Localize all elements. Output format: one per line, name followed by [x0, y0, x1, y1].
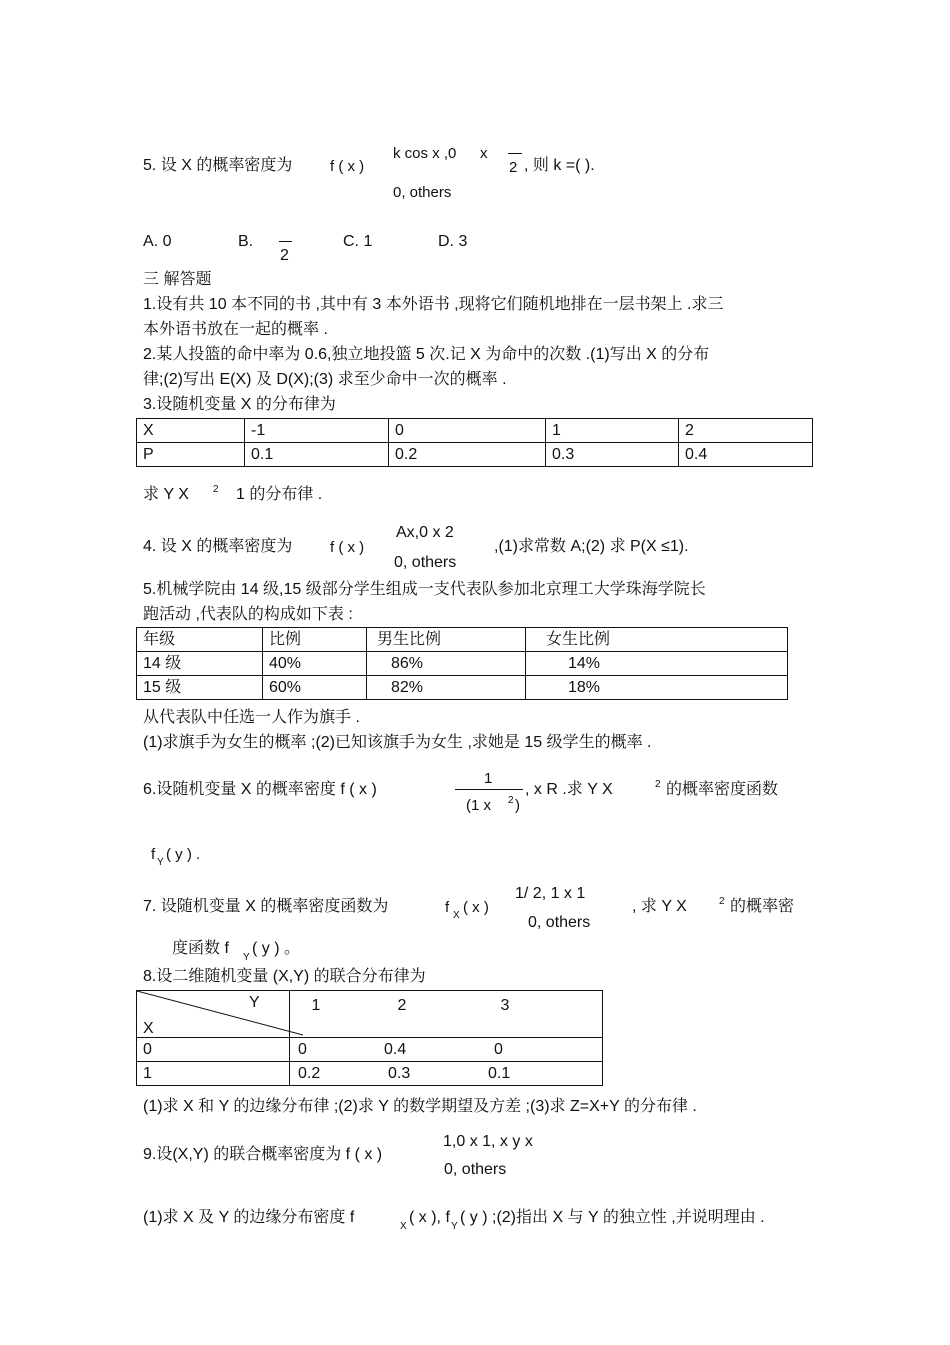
p9-line2-sub1: X [400, 1221, 407, 1232]
option-b: B. [238, 233, 254, 250]
p6-prefix: 6.设随机变量 X 的概率密度 f ( x ) [143, 781, 377, 798]
table-cell: 15 级 [137, 676, 263, 700]
table-cell: 2 [679, 419, 813, 443]
p7-suffix-post: 的概率密 [730, 898, 795, 915]
q5-suffix: , 则 k =( ). [524, 157, 595, 174]
table-cell: 比例 [263, 628, 367, 652]
p3-after-pre: 求 Y X [143, 486, 189, 503]
table-cell: 0 [389, 419, 546, 443]
q5-case1-x: x [480, 145, 488, 162]
p9-line2-mid: ( x ), f [409, 1209, 450, 1226]
y-value-1: 1 [311, 996, 321, 1014]
table-row [137, 443, 813, 467]
table-cell: 0.1 [245, 443, 389, 467]
p3-after-sup: 2 [213, 484, 219, 495]
p4-fx: f ( x ) [330, 539, 365, 556]
table-cell: 0.2 [389, 443, 546, 467]
diagonal-divider [137, 991, 303, 1037]
table-cell: X [137, 419, 245, 443]
p7-line2-post: ( y ) 。 [252, 940, 300, 957]
p7-case2: 0, others [528, 914, 591, 931]
option-a: A. 0 [143, 233, 172, 250]
table-row [137, 628, 788, 652]
p7-fx-post: ( x ) [463, 899, 489, 916]
p5-after2: (1)求旗手为女生的概率 ;(2)已知该旗手为女生 ,求她是 15 级学生的概率 . [143, 734, 652, 751]
p5-line1: 5.机械学院由 14 级,15 级部分学生组成一支代表队参加北京理工大学珠海学院长 [143, 581, 706, 598]
header-y: Y [249, 994, 260, 1011]
table-cell: 18% [526, 676, 788, 700]
table-cell: 82% [367, 676, 526, 700]
cell-value: 0.1 [488, 1065, 511, 1082]
cell-value: 0 [298, 1041, 307, 1058]
p1-line1: 1.设有共 10 本不同的书 ,其中有 3 本外语书 ,现将它们随机地排在一层书架上 .求三 [143, 296, 724, 313]
p7-line2-pre: 度函数 f [172, 940, 229, 957]
q5-case1: k cos x ,0 [393, 145, 457, 162]
p3-title: 3.设随机变量 X 的分布律为 [143, 396, 336, 413]
p9-line2-sub2: Y [451, 1221, 458, 1232]
q5-case2: 0, others [393, 184, 452, 201]
p5-team-table [136, 627, 788, 700]
p4-suffix: ,(1)求常数 A;(2) 求 P(X ≤1). [494, 538, 689, 555]
p8-joint-table [136, 990, 603, 1086]
q5-case1-den: 2 [509, 159, 518, 176]
p6-suffix: 的概率密度函数 [666, 781, 779, 798]
p6-fy-sub: Y [157, 857, 164, 868]
p6-mid-sup: 2 [655, 779, 661, 790]
q5-prefix: 5. 设 X 的概率密度为 [143, 157, 293, 174]
p9-line2-post: ( y ) ;(2)指出 X 与 Y 的独立性 ,并说明理由 . [460, 1209, 765, 1226]
p7-fx-sub: X [453, 910, 460, 921]
table-cell: P [137, 443, 245, 467]
p6-den-post: ) [515, 797, 520, 814]
table-cell: 60% [263, 676, 367, 700]
table-cell [290, 1062, 603, 1086]
p7-line2-sub: Y [243, 952, 250, 963]
table-row [137, 1038, 603, 1062]
table-cell: 0.4 [679, 443, 813, 467]
table-cell: 1 [137, 1062, 290, 1086]
table-cell: -1 [245, 419, 389, 443]
p8-title: 8.设二维随机变量 (X,Y) 的联合分布律为 [143, 968, 426, 985]
table-cell: 年级 [137, 628, 263, 652]
table-cell: 86% [367, 652, 526, 676]
p6-den-sup: 2 [508, 795, 514, 806]
p9-prefix: 9.设(X,Y) 的联合概率密度为 f ( x ) [143, 1146, 383, 1163]
p6-fy: f [151, 846, 156, 863]
table-cell: 0.3 [546, 443, 679, 467]
p7-case1: 1/ 2, 1 x 1 [515, 885, 586, 902]
table-cell: 14 级 [137, 652, 263, 676]
cell-value: 0.4 [384, 1041, 407, 1058]
p4-prefix: 4. 设 X 的概率密度为 [143, 538, 293, 555]
table-row [137, 991, 603, 1038]
p7-fx: f [445, 899, 450, 916]
p2-line2: 律;(2)写出 E(X) 及 D(X);(3) 求至少命中一次的概率 . [143, 371, 507, 388]
p7-suffix-sup: 2 [719, 896, 725, 907]
header-x: X [143, 1020, 154, 1037]
option-b-fraction-bar [279, 241, 292, 242]
table-row [137, 652, 788, 676]
table-cell [290, 991, 603, 1038]
table-row [137, 1062, 603, 1086]
p6-fraction-bar [455, 789, 523, 790]
y-value-3: 3 [500, 996, 510, 1014]
table-cell: 0 [137, 1038, 290, 1062]
cell-value: 0.3 [388, 1065, 411, 1082]
table-cell: 女生比例 [526, 628, 788, 652]
option-d: D. 3 [438, 233, 468, 250]
p5-after1: 从代表队中任选一人作为旗手 . [143, 709, 360, 726]
option-b-den: 2 [280, 247, 289, 264]
p5-line2: 跑活动 ,代表队的构成如下表 : [143, 606, 353, 623]
p6-mid: , x R .求 Y X [525, 781, 613, 798]
p6-numerator: 1 [484, 770, 493, 787]
table-row [137, 419, 813, 443]
table-cell: 14% [526, 652, 788, 676]
cell-value: 0 [494, 1041, 503, 1058]
section-title: 三 解答题 [143, 271, 212, 288]
table-header-cell [137, 991, 290, 1038]
p4-case1: Ax,0 x 2 [396, 524, 454, 541]
p3-distribution-table [136, 418, 813, 467]
q5-fx: f ( x ) [330, 158, 365, 175]
q5-fraction-bar [508, 153, 522, 154]
p4-case2: 0, others [394, 554, 457, 571]
p7-suffix-pre: , 求 Y X [632, 898, 687, 915]
p9-case1: 1,0 x 1, x y x [443, 1133, 533, 1150]
p9-case2: 0, others [444, 1161, 507, 1178]
p7-prefix: 7. 设随机变量 X 的概率密度函数为 [143, 898, 389, 915]
y-value-2: 2 [397, 996, 407, 1014]
table-cell: 40% [263, 652, 367, 676]
p6-fy-post: ( y ) . [166, 846, 201, 863]
table-row [137, 676, 788, 700]
p1-line2: 本外语书放在一起的概率 . [143, 321, 328, 338]
cell-value: 0.2 [298, 1065, 321, 1082]
table-cell: 1 [546, 419, 679, 443]
table-cell [290, 1038, 603, 1062]
table-cell: 男生比例 [367, 628, 526, 652]
p6-den-pre: (1 x [466, 797, 492, 814]
p9-line2-pre: (1)求 X 及 Y 的边缘分布密度 f [143, 1209, 355, 1226]
p3-after-post: 1 的分布律 . [236, 486, 323, 503]
p2-line1: 2.某人投篮的命中率为 0.6,独立地投篮 5 次.记 X 为命中的次数 .(1)写出 X 的分布 [143, 346, 710, 363]
p8-after: (1)求 X 和 Y 的边缘分布律 ;(2)求 Y 的数学期望及方差 ;(3)求 Z=X+Y 的分布律 . [143, 1098, 697, 1115]
option-c: C. 1 [343, 233, 373, 250]
